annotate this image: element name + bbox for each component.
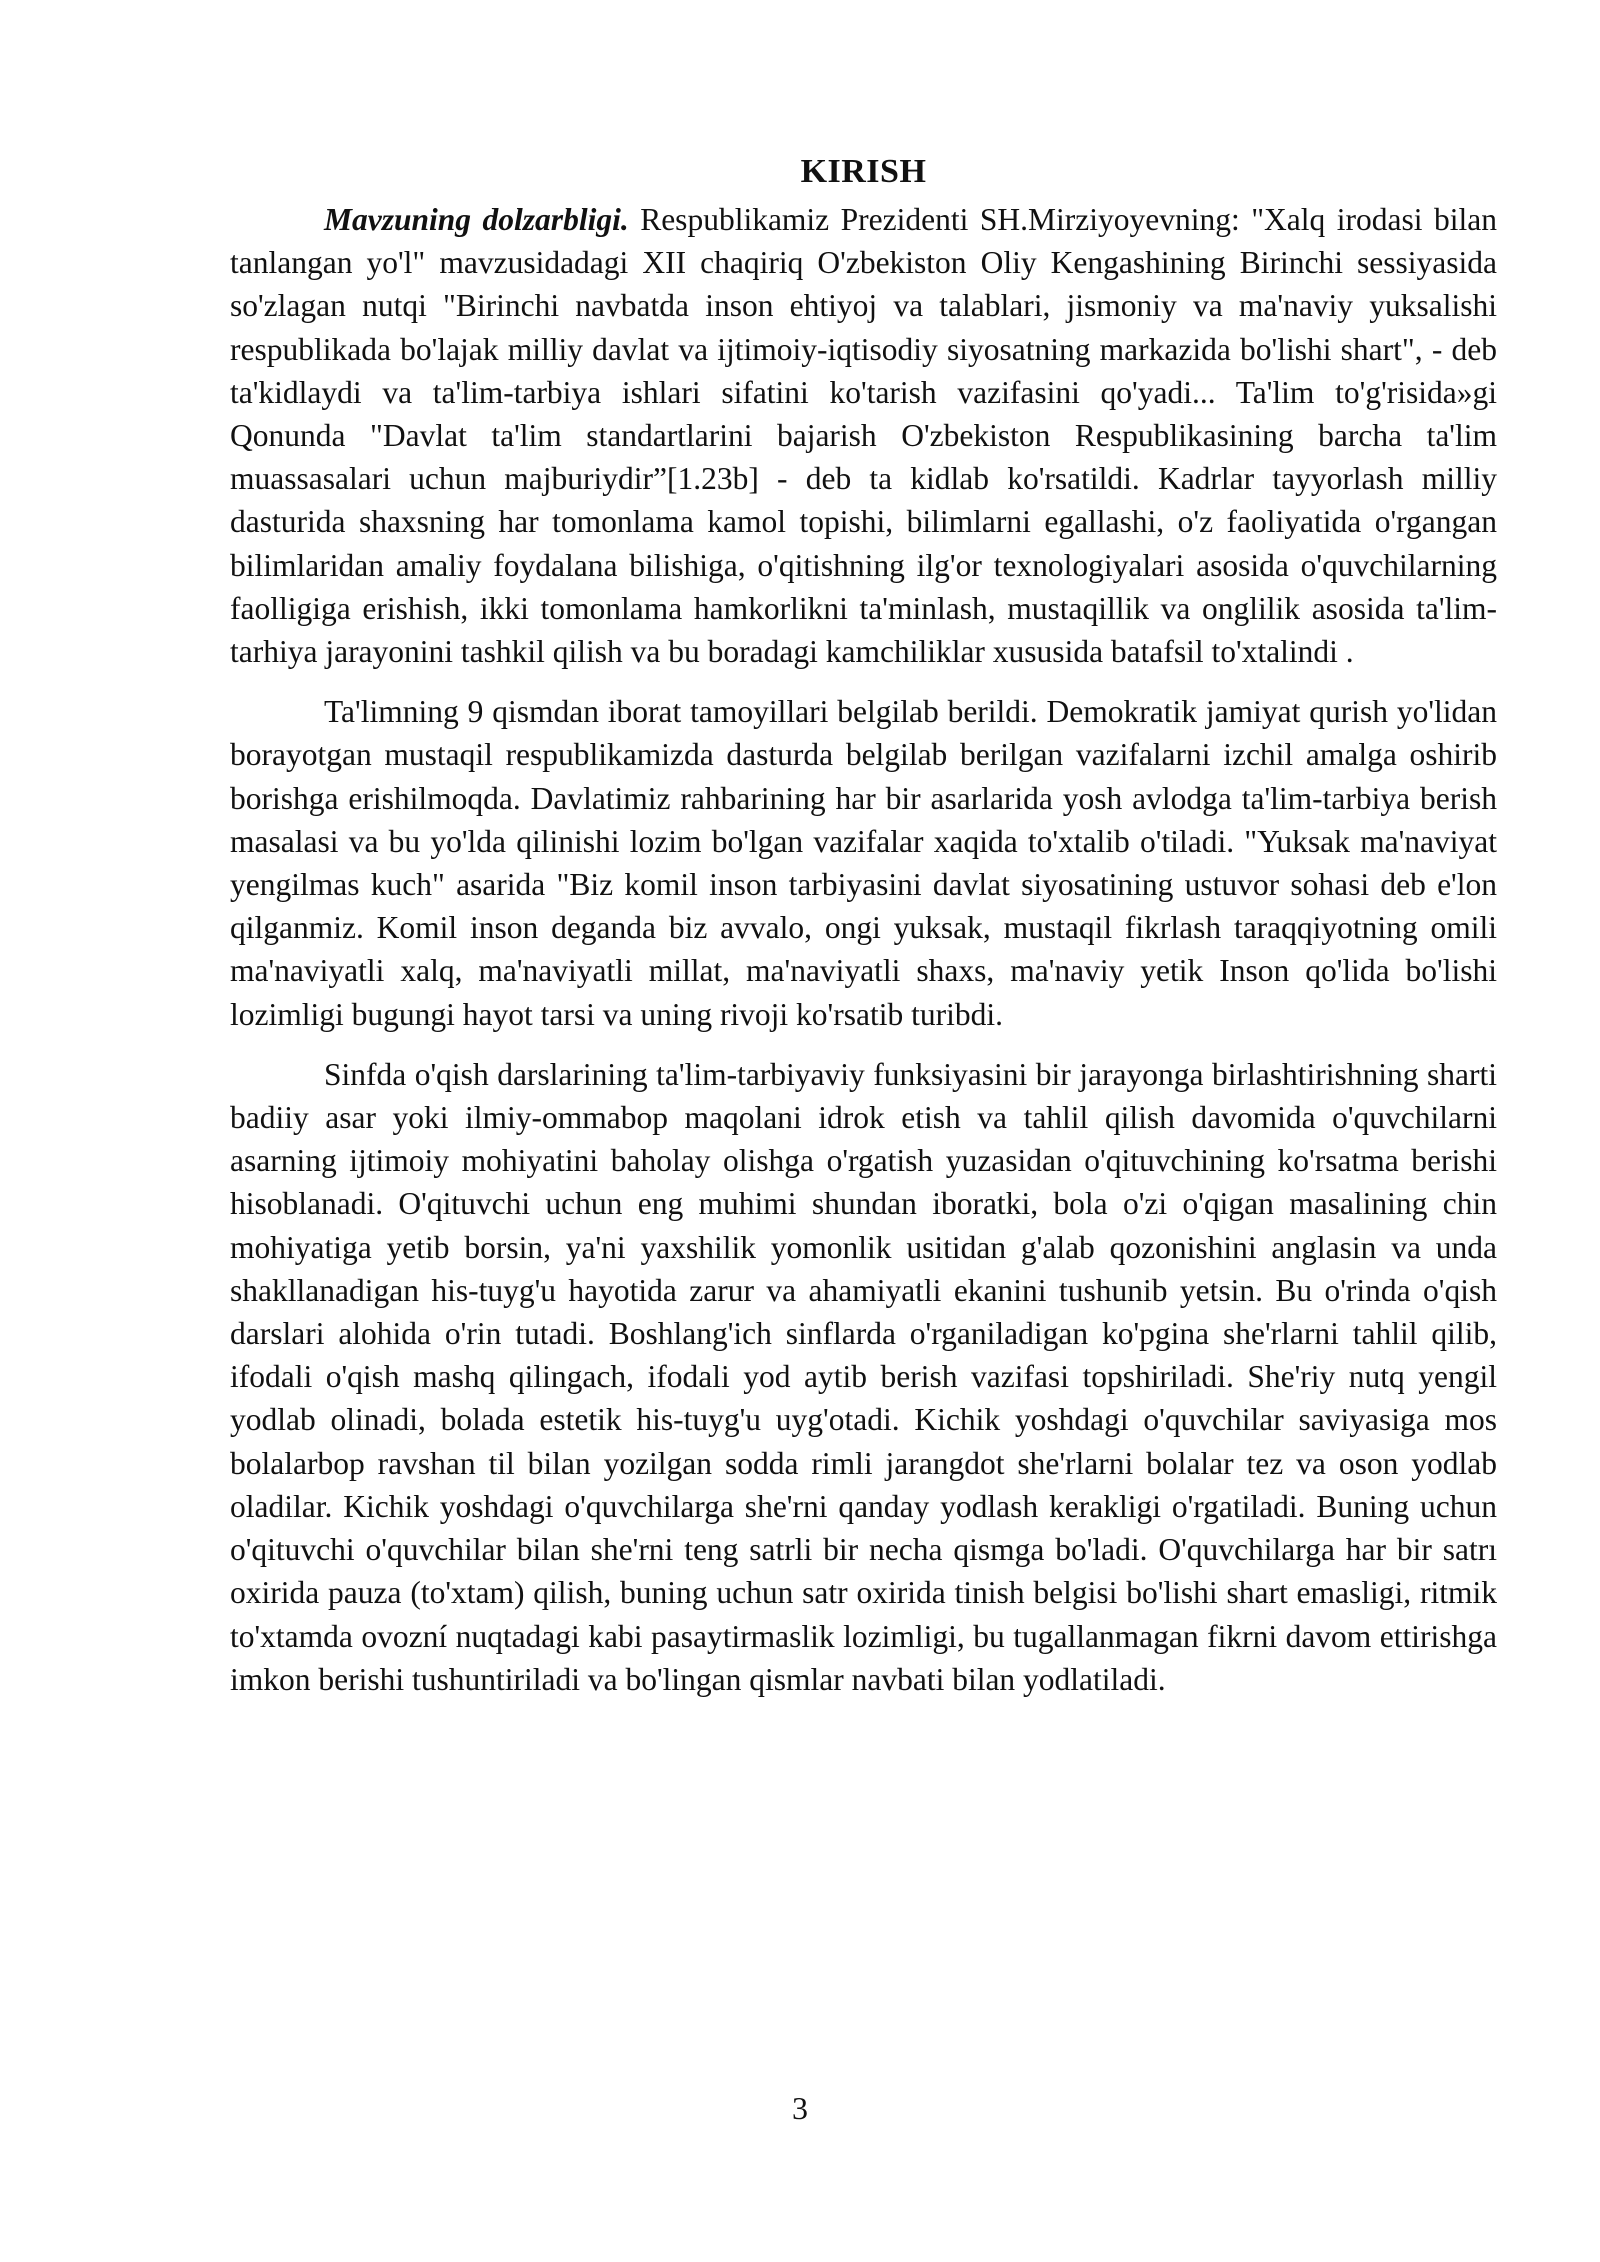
paragraph-relevance [230,198,1497,673]
page-number: 3 [792,2090,808,2126]
paragraph-lead: Mavzuning dolzarbligi. [324,202,629,237]
section-heading: KIRISH [800,153,927,190]
paragraph-principles: Ta'limning 9 qismdan iborat tamoyillari belgilab berildi. Demokratik jamiyat qurish yo'lidan borayotgan mustaqil respublikamizda dasturda belgilab berilgan vazifalarni izchil amalga oshirib borishga erishilmoqda. Davlatimiz rahbarining har bir asarlarida yosh avlodga ta'lim-tarbiya berish masalasi va bu yo'lda qilinishi lozim bo'lgan vazifalar xaqida to'xtalib o'tiladi. "Yuksak ma'naviyat yengilmas kuch" asarida "Biz komil inson tarbiyasini davlat siyosatining ustuvor sohasi deb e'lon qilganmiz. Komil inson deganda biz avvalo, ongi yuksak, mustaqil fikrlash taraqqiyotning omili ma'naviyatli xalq, ma'naviyatli millat, ma'naviyatli shaxs, ma'naviy yetik Inson qo'lida bo'lishi lozimligi bugungi hayot tarsi va uning rivoji ko'rsatib turibdi. [230,694,1497,1032]
document-page [230,150,1497,1718]
paragraph-reading-lessons: Sinfda o'qish darslarining ta'lim-tarbiyaviy funksiyasini bir jarayonga birlashtirishning sharti badiiy asar yoki ilmiy-ommabop maqolani idrok etish va tahlil qilish davomida o'quvchilarni asarning ijtimoiy mohiyatini baholay olishga o'rgatish yuzasidan o'qituvchining ko'rsatma berishi hisoblanadi. O'qituvchi uchun eng muhimi shundan iboratki, bola o'zi o'qigan masalining chin mohiyatiga yetib borsin, ya'ni yaxshilik yomonlik usitidan g'alab qozonishini anglasin va unda shakllanadigan his-tuyg'u hayotida zarur va ahamiyatli ekanini tushunib yetsin. Bu o'rinda o'qish darslari alohida o'rin tutadi. Boshlang'ich sinflarda o'rganiladigan ko'pgina she'rlarni tahlil qilib, ifodali o'qish mashq qilingach, ifodali yod aytib berish vazifasi topshiriladi. She'riy nutq yengil yodlab olinadi, bolada estetik his-tuyg'u uyg'otadi. Kichik yoshdagi o'quvchilar saviyasiga mos bolalarbop ravshan til bilan yozilgan sodda rimli jarangdot she'rlarni bolalar tez va oson yodlab oladilar. Kichik yoshdagi o'quvchilarga she'rni qanday yodlash kerakligi o'rgatiladi. Buning uchun o'qituvchi o'quvchilar bilan she'rni teng satrli bir necha qismga bo'ladi. O'quvchilarga har bir satrı oxirida pauza (to'xtam) qilish, buning uchun satr oxirida tinish belgisi bo'lishi shart emasligi, ritmik to'xtamda ovozní nuqtadagi kabi pasaytirmaslik lozimligi, bu tugallanmagan fikrni davom ettirishga imkon berishi tushuntiriladi va bo'lingan qismlar navbati bilan yodlatiladi. [230,1056,1497,1697]
paragraph-text: Respublikamiz Prezidenti SH.Mirziyoyevning: "Xalq irodasi bilan tanlangan yo'l" mavzusidadagi XII chaqiriq O'zbekiston Oliy Kengashining Birinchi sessiyasida so'zlagan nutqi "Birinchi navbatda inson ehtiyoj va talablari, jismoniy va ma'naviy yuksalishi respublikada bo'lajak milliy davlat va ijtimoiy-iqtisodiy siyosatning markazida bo'lishi shart", - deb ta'kidlaydi va ta'lim-tarbiya ishlari sifatini ko'tarish vazifasini qo'yadi... Ta'lim to'g'risida»gi Qonunda "Davlat ta'lim standartlarini bajarish O'zbekiston Respublikasining barcha ta'lim muassasalari uchun majburiydir”[1.23b] - deb ta kidlab ko'rsatildi. Kadrlar tayyorlash milliy dasturida shaxsning har tomonlama kamol topishi, bilimlarni egallashi, o'z faoliyatida o'rgangan bilimlaridan amaliy foydalana bilishiga, o'qitishning ilg'or texnologiyalari asosida o'quvchilarning faolligiga erishish, ikki tomonlama hamkorlikni ta'minlash, mustaqillik va onglilik asosida ta'lim- tarhiya jarayonini tashkil qilish va bu boradagi kamchiliklar xususida batafsil to'xtalindi . [230,202,1497,670]
